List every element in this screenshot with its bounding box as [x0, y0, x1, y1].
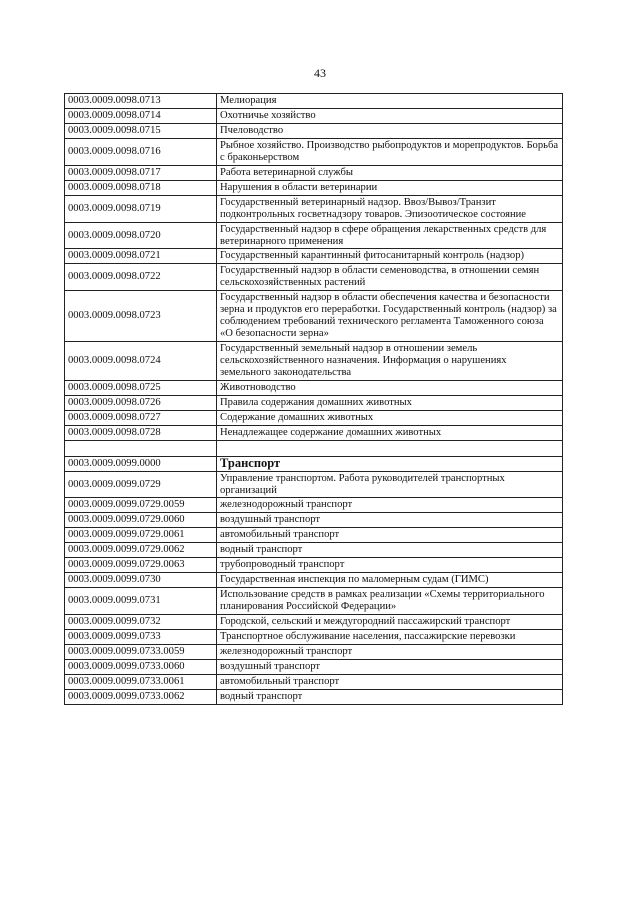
table-row	[65, 165, 563, 180]
code-cell: 0003.0009.0098.0724	[65, 341, 217, 380]
name-cell: воздушный транспорт	[217, 513, 563, 528]
name-cell: Государственный надзор в области семеноводства, в отношении семян сельскохозяйственных растений	[217, 264, 563, 291]
code-cell	[65, 440, 217, 456]
code-cell: 0003.0009.0099.0730	[65, 573, 217, 588]
code-cell: 0003.0009.0098.0725	[65, 380, 217, 395]
table-row	[65, 645, 563, 660]
table-row	[65, 180, 563, 195]
name-cell: Государственный карантинный фитосанитарный контроль (надзор)	[217, 249, 563, 264]
code-cell: 0003.0009.0099.0733.0061	[65, 675, 217, 690]
name-cell: Использование средств в рамках реализации «Схемы территориального планирования Российской Федерации»	[217, 588, 563, 615]
code-cell: 0003.0009.0099.0729.0061	[65, 528, 217, 543]
name-cell: водный транспорт	[217, 543, 563, 558]
table-row	[65, 195, 563, 222]
name-cell: Нарушения в области ветеринарии	[217, 180, 563, 195]
code-cell: 0003.0009.0098.0717	[65, 165, 217, 180]
name-cell: Ненадлежащее содержание домашних животных	[217, 425, 563, 440]
table-row	[65, 109, 563, 124]
name-cell: Правила содержания домашних животных	[217, 395, 563, 410]
table-row	[65, 341, 563, 380]
code-cell: 0003.0009.0099.0733.0062	[65, 690, 217, 705]
code-cell: 0003.0009.0099.0729	[65, 471, 217, 498]
table-row	[65, 264, 563, 291]
name-cell: Государственный надзор в области обеспечения качества и безопасности зерна и продуктов его переработки. Государственный контроль (надзор) за соблюдением требований технического регламента Таможенного союза «О безопасности зерна»	[217, 291, 563, 342]
table-row	[65, 124, 563, 139]
name-cell: Государственный надзор в сфере обращения лекарственных средств для ветеринарного применения	[217, 222, 563, 249]
code-cell: 0003.0009.0099.0733.0059	[65, 645, 217, 660]
code-cell: 0003.0009.0099.0732	[65, 615, 217, 630]
code-cell: 0003.0009.0099.0733.0060	[65, 660, 217, 675]
name-cell: Государственный ветеринарный надзор. Ввоз/Вывоз/Транзит подконтрольных госветнадзору товаров. Эпизоотическое состояние	[217, 195, 563, 222]
table-row	[65, 94, 563, 109]
table-row	[65, 558, 563, 573]
table-row	[65, 395, 563, 410]
code-cell: 0003.0009.0098.0723	[65, 291, 217, 342]
table-row	[65, 675, 563, 690]
code-cell: 0003.0009.0098.0713	[65, 94, 217, 109]
table-row	[65, 471, 563, 498]
table-row	[65, 291, 563, 342]
code-cell: 0003.0009.0098.0728	[65, 425, 217, 440]
classifier-table-body	[65, 94, 563, 705]
code-cell: 0003.0009.0098.0715	[65, 124, 217, 139]
name-cell: Пчеловодство	[217, 124, 563, 139]
table-row	[65, 498, 563, 513]
table-row	[65, 660, 563, 675]
name-cell: автомобильный транспорт	[217, 675, 563, 690]
name-cell: водный транспорт	[217, 690, 563, 705]
name-cell: Охотничье хозяйство	[217, 109, 563, 124]
table-row	[65, 222, 563, 249]
code-cell: 0003.0009.0098.0716	[65, 139, 217, 166]
table-row	[65, 410, 563, 425]
table-row	[65, 440, 563, 456]
code-cell: 0003.0009.0099.0729.0059	[65, 498, 217, 513]
table-row	[65, 249, 563, 264]
code-cell: 0003.0009.0098.0719	[65, 195, 217, 222]
name-cell: Государственный земельный надзор в отношении земель сельскохозяйственного назначения. Информация о нарушениях земельного законодательства	[217, 341, 563, 380]
page-number: 43	[314, 66, 326, 80]
section-title-cell: Транспорт	[217, 456, 563, 471]
name-cell: трубопроводный транспорт	[217, 558, 563, 573]
classifier-table	[64, 93, 563, 705]
table-row	[65, 425, 563, 440]
table-row	[65, 456, 563, 471]
table-row	[65, 139, 563, 166]
code-cell: 0003.0009.0099.0000	[65, 456, 217, 471]
table-row	[65, 573, 563, 588]
code-cell: 0003.0009.0098.0722	[65, 264, 217, 291]
name-cell: Рыбное хозяйство. Производство рыбопродуктов и морепродуктов. Борьба с браконьерством	[217, 139, 563, 166]
name-cell: автомобильный транспорт	[217, 528, 563, 543]
table-row	[65, 380, 563, 395]
name-cell: Животноводство	[217, 380, 563, 395]
name-cell	[217, 440, 563, 456]
code-cell: 0003.0009.0099.0731	[65, 588, 217, 615]
table-row	[65, 690, 563, 705]
name-cell: Работа ветеринарной службы	[217, 165, 563, 180]
table-row	[65, 543, 563, 558]
table-row	[65, 513, 563, 528]
code-cell: 0003.0009.0098.0718	[65, 180, 217, 195]
table-row	[65, 615, 563, 630]
name-cell: Городской, сельский и междугородний пассажирский транспорт	[217, 615, 563, 630]
name-cell: Государственная инспекция по маломерным судам (ГИМС)	[217, 573, 563, 588]
table-row	[65, 528, 563, 543]
code-cell: 0003.0009.0098.0726	[65, 395, 217, 410]
name-cell: Содержание домашних животных	[217, 410, 563, 425]
code-cell: 0003.0009.0099.0733	[65, 630, 217, 645]
code-cell: 0003.0009.0099.0729.0060	[65, 513, 217, 528]
code-cell: 0003.0009.0099.0729.0063	[65, 558, 217, 573]
code-cell: 0003.0009.0098.0720	[65, 222, 217, 249]
name-cell: Управление транспортом. Работа руководителей транспортных организаций	[217, 471, 563, 498]
name-cell: воздушный транспорт	[217, 660, 563, 675]
name-cell: железнодорожный транспорт	[217, 645, 563, 660]
name-cell: Мелиорация	[217, 94, 563, 109]
name-cell: Транспортное обслуживание населения, пассажирские перевозки	[217, 630, 563, 645]
code-cell: 0003.0009.0098.0721	[65, 249, 217, 264]
table-row	[65, 588, 563, 615]
name-cell: железнодорожный транспорт	[217, 498, 563, 513]
code-cell: 0003.0009.0098.0727	[65, 410, 217, 425]
code-cell: 0003.0009.0098.0714	[65, 109, 217, 124]
code-cell: 0003.0009.0099.0729.0062	[65, 543, 217, 558]
table-row	[65, 630, 563, 645]
